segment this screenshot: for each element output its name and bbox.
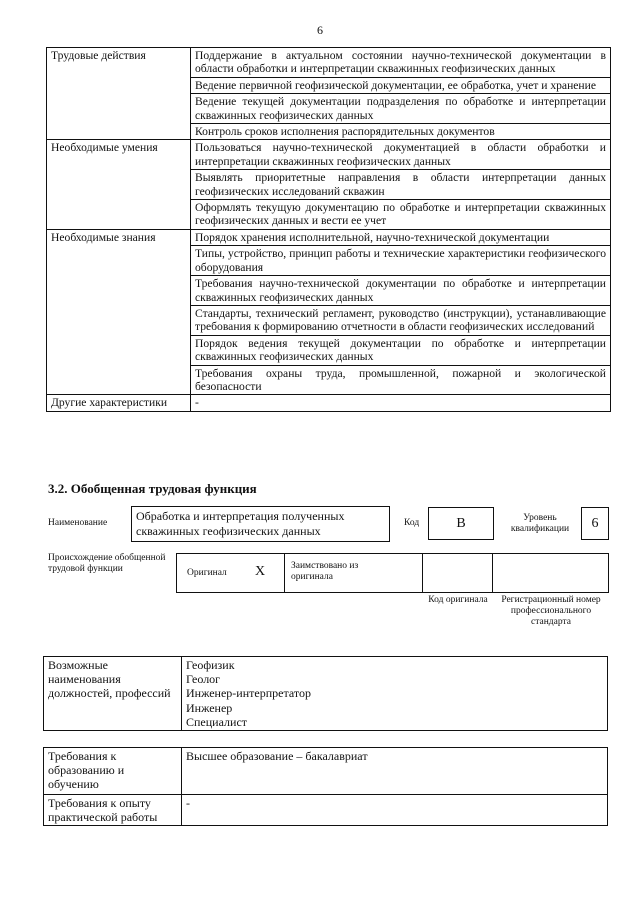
labor-functions-table	[46, 47, 611, 412]
table-row	[47, 48, 611, 78]
requirements-table	[43, 747, 608, 826]
code-label: Код	[404, 518, 420, 528]
list-item: Геофизик	[186, 658, 235, 672]
page-number: 6	[317, 23, 323, 37]
origin-label: Происхождение обобщенной трудовой функции	[48, 553, 166, 574]
original-cell	[176, 553, 285, 593]
table-row	[47, 395, 611, 411]
table-cell: Стандарты, технический регламент, руководство (инструкции), устанавливающие требования к формированию отчетности в области геофизических исследований	[191, 305, 611, 335]
row-label: Другие характеристики	[47, 395, 191, 411]
function-name: Обработка и интерпретация полученных скважинных геофизических данных	[131, 506, 390, 542]
original-label: Оригинал	[187, 568, 227, 578]
table-cell: Требования научно-технической документации по обработке и интерпретации скважинных геофизических данных	[191, 276, 611, 306]
table-cell: Ведение текущей документации подразделения по обработке и интерпретации скважинных геофизических данных	[191, 94, 611, 124]
section-title: 3.2. Обобщенная трудовая функция	[48, 481, 257, 496]
borrowed-label: Заимствовано из оригинала	[291, 561, 359, 582]
name-label: Наименование	[48, 518, 108, 528]
positions-table	[43, 656, 608, 731]
list-item: Инженер	[186, 700, 233, 715]
requirement-value: -	[182, 795, 608, 826]
table-cell: Оформлять текущую документацию по обработке и интерпретации скважинных геофизических данных и вести ее учет	[191, 200, 611, 230]
borrowed-cell	[284, 553, 423, 593]
list-item: Инженер-интерпретатор	[186, 686, 311, 701]
row-label: Трудовые действия	[47, 48, 191, 140]
positions-list	[182, 657, 608, 731]
requirement-label: Требования к опыту практической работы	[44, 795, 182, 826]
table-cell: Требования охраны труда, промышленной, пожарной и экологической безопасности	[191, 365, 611, 395]
table-cell: Поддержание в актуальном состоянии научно-технической документации в области обработки и интерпретации скважинных геофизических данных	[191, 48, 611, 78]
list-item: Специалист	[186, 714, 248, 729]
level-label: Уровень квалификации	[510, 513, 570, 534]
list-item: Геолог	[186, 672, 221, 687]
reg-number-cell	[492, 553, 609, 593]
table-cell: -	[191, 395, 611, 411]
table-row	[44, 748, 608, 795]
code-caption: Код оригинала	[428, 595, 488, 605]
table-cell: Порядок хранения исполнительной, научно-технической документации	[191, 229, 611, 245]
original-mark: X	[255, 564, 266, 579]
table-row	[44, 795, 608, 826]
level-value: 6	[581, 507, 609, 540]
requirement-value: Высшее образование – бакалавриат	[182, 748, 608, 795]
origin-code-cell	[422, 553, 493, 593]
table-cell: Типы, устройство, принцип работы и технические характеристики геофизического оборудования	[191, 246, 611, 276]
row-label: Необходимые знания	[47, 229, 191, 394]
table-row	[47, 229, 611, 245]
table-cell: Выявлять приоритетные направления в области интерпретации данных геофизических исследований скважин	[191, 170, 611, 200]
table-cell: Пользоваться научно-технической документацией в области обработки и интерпретации скважинных геофизических данных	[191, 140, 611, 170]
table-row	[47, 140, 611, 170]
positions-label: Возможные наименования должностей, профессий	[44, 657, 182, 731]
table-cell: Порядок ведения текущей документации по обработке и интерпретации скважинных геофизических данных	[191, 335, 611, 365]
row-label: Необходимые умения	[47, 140, 191, 229]
table-cell: Ведение первичной геофизической документации, ее обработка, учет и хранение	[191, 77, 611, 93]
reg-caption: Регистрационный номер профессионального стандарта	[501, 595, 601, 627]
code-value: B	[428, 507, 494, 540]
requirement-label: Требования к образованию и обучению	[44, 748, 182, 795]
table-cell: Контроль сроков исполнения распорядительных документов	[191, 124, 611, 140]
